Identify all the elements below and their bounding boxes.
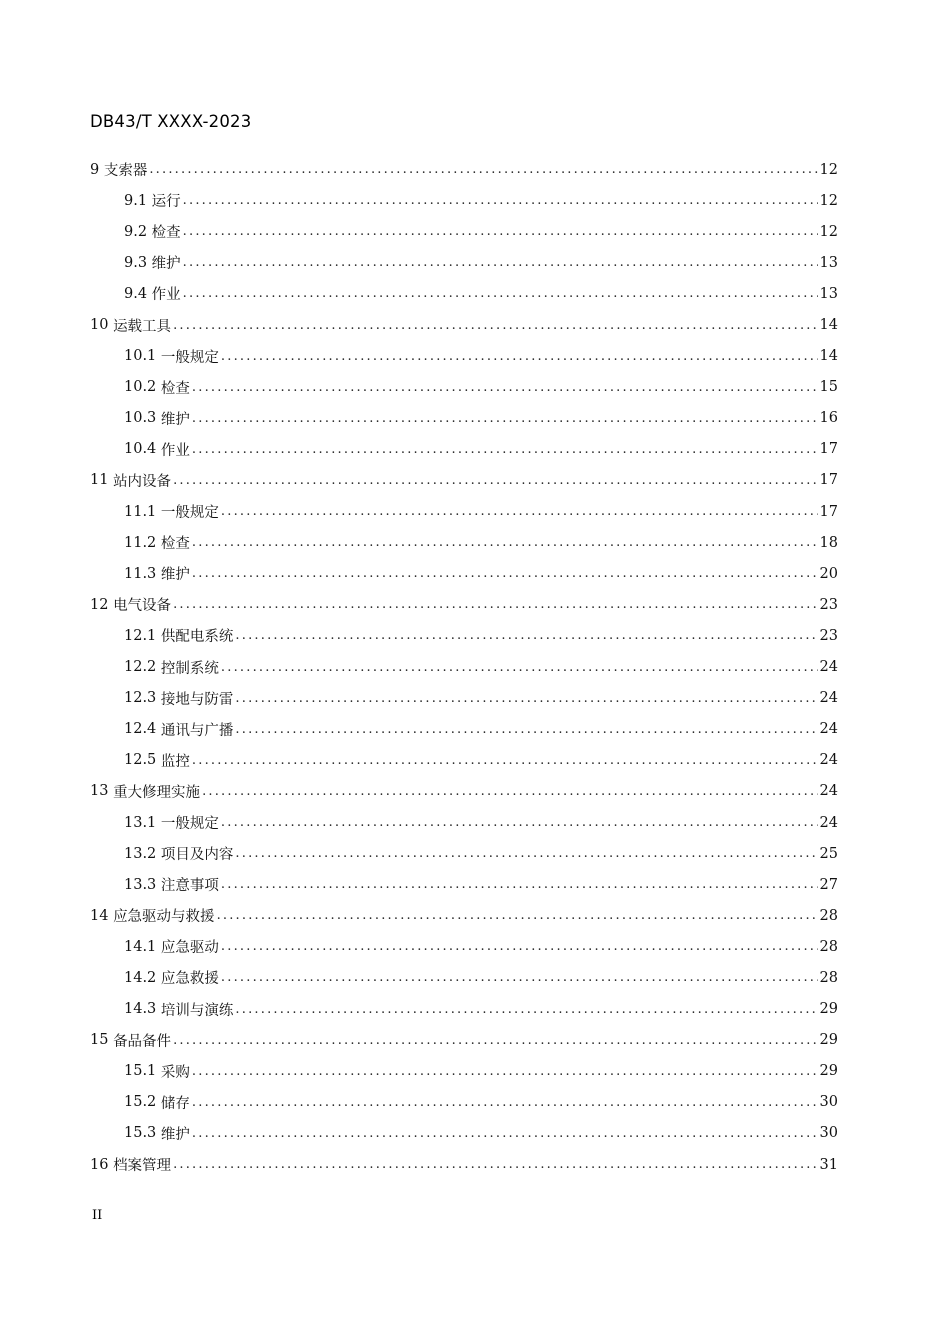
toc-entry-number: 14.2	[124, 969, 157, 986]
toc-dot-leader	[173, 473, 817, 488]
toc-entry-page: 29	[819, 1001, 838, 1018]
toc-entry[interactable]	[90, 1149, 838, 1180]
toc-dot-leader	[183, 193, 818, 208]
toc-entry-page: 30	[819, 1094, 838, 1111]
toc-dot-leader	[221, 815, 818, 830]
toc-entry-number: 12.5	[124, 752, 157, 769]
toc-entry[interactable]	[90, 900, 838, 931]
toc-entry-title: 储存	[160, 1095, 190, 1112]
toc-entry[interactable]	[90, 185, 838, 216]
toc-dot-leader	[221, 877, 818, 892]
toc-dot-leader	[192, 753, 818, 768]
toc-dot-leader	[221, 349, 818, 364]
toc-entry[interactable]	[90, 1087, 838, 1118]
toc-entry-number: 10	[90, 317, 109, 334]
toc-entry-title: 作业	[151, 287, 181, 304]
toc-entry-title: 维护	[160, 1126, 190, 1143]
toc-entry[interactable]	[90, 994, 838, 1025]
toc-dot-leader	[221, 660, 818, 675]
toc-entry-title: 备品备件	[113, 1033, 172, 1050]
toc-dot-leader	[192, 380, 818, 395]
toc-entry-number: 10.1	[124, 348, 157, 365]
toc-entry-title: 一般规定	[160, 505, 219, 522]
toc-entry[interactable]	[90, 776, 838, 807]
toc-entry-page: 24	[819, 783, 838, 800]
toc-entry-page: 17	[819, 503, 838, 520]
toc-entry-title: 一般规定	[160, 816, 219, 833]
toc-entry-number: 13.1	[124, 814, 157, 831]
toc-entry-number: 14.3	[124, 1001, 157, 1018]
toc-entry-number: 15.3	[124, 1125, 157, 1142]
toc-dot-leader	[192, 411, 818, 426]
toc-entry-title: 维护	[160, 567, 190, 584]
table-of-contents	[90, 154, 838, 1180]
toc-entry-title: 站内设备	[113, 473, 172, 490]
toc-entry-page: 30	[819, 1125, 838, 1142]
toc-entry-number: 12.3	[124, 690, 157, 707]
toc-entry-title: 应急驱动	[160, 940, 219, 957]
toc-entry[interactable]	[90, 154, 838, 185]
page-number: II	[92, 1208, 103, 1223]
toc-dot-leader	[192, 442, 818, 457]
toc-entry[interactable]	[90, 403, 838, 434]
toc-entry-number: 14.1	[124, 938, 157, 955]
toc-entry-title: 检查	[151, 225, 181, 242]
toc-entry[interactable]	[90, 838, 838, 869]
toc-entry[interactable]	[90, 745, 838, 776]
toc-entry-page: 18	[819, 534, 838, 551]
toc-entry-number: 9.3	[124, 254, 148, 271]
toc-entry-number: 11.2	[124, 534, 157, 551]
toc-dot-leader	[235, 722, 817, 737]
toc-dot-leader	[235, 1002, 817, 1017]
toc-dot-leader	[173, 597, 817, 612]
toc-dot-leader	[235, 846, 817, 861]
toc-entry-page: 24	[819, 721, 838, 738]
toc-entry-page: 24	[819, 690, 838, 707]
toc-entry-title: 供配电系统	[160, 629, 234, 646]
toc-entry-page: 14	[819, 348, 838, 365]
toc-entry-page: 15	[819, 379, 838, 396]
toc-entry[interactable]	[90, 714, 838, 745]
toc-dot-leader	[202, 784, 817, 799]
toc-entry-page: 13	[819, 254, 838, 271]
toc-entry-title: 支索器	[103, 163, 148, 180]
toc-entry-title: 应急驱动与救援	[113, 909, 215, 926]
toc-entry[interactable]	[90, 931, 838, 962]
toc-entry[interactable]	[90, 216, 838, 247]
toc-entry[interactable]	[90, 589, 838, 620]
toc-entry-page: 31	[819, 1156, 838, 1173]
toc-entry-title: 检查	[160, 536, 190, 553]
toc-entry-title: 应急救援	[160, 971, 219, 988]
toc-entry-title: 一般规定	[160, 349, 219, 366]
toc-entry-number: 9.2	[124, 223, 148, 240]
toc-dot-leader	[192, 1126, 818, 1141]
toc-entry-page: 12	[819, 161, 838, 178]
toc-entry-page: 29	[819, 1032, 838, 1049]
toc-dot-leader	[192, 535, 818, 550]
toc-dot-leader	[192, 1064, 818, 1079]
toc-entry-number: 15.2	[124, 1094, 157, 1111]
toc-entry[interactable]	[90, 434, 838, 465]
toc-entry-page: 29	[819, 1063, 838, 1080]
toc-entry[interactable]	[90, 465, 838, 496]
toc-entry-page: 27	[819, 876, 838, 893]
toc-dot-leader	[149, 162, 817, 177]
toc-entry[interactable]	[90, 1025, 838, 1056]
toc-entry-number: 16	[90, 1156, 109, 1173]
toc-entry-number: 10.2	[124, 379, 157, 396]
toc-entry-page: 13	[819, 285, 838, 302]
toc-entry[interactable]	[90, 869, 838, 900]
toc-dot-leader	[221, 970, 818, 985]
toc-entry-page: 16	[819, 410, 838, 427]
toc-entry[interactable]	[90, 278, 838, 309]
toc-dot-leader	[235, 628, 817, 643]
toc-entry-page: 24	[819, 814, 838, 831]
toc-entry[interactable]	[90, 527, 838, 558]
toc-entry-title: 重大修理实施	[113, 784, 201, 801]
toc-dot-leader	[221, 504, 818, 519]
toc-entry-number: 11	[90, 472, 109, 489]
toc-entry[interactable]	[90, 652, 838, 683]
toc-entry-page: 14	[819, 317, 838, 334]
toc-entry-number: 9.1	[124, 192, 148, 209]
toc-entry[interactable]	[90, 372, 838, 403]
toc-entry-number: 10.4	[124, 441, 157, 458]
toc-dot-leader	[192, 1095, 818, 1110]
toc-entry[interactable]	[90, 1056, 838, 1087]
toc-entry-number: 12.1	[124, 627, 157, 644]
toc-entry-number: 9	[90, 161, 100, 178]
toc-entry-page: 25	[819, 845, 838, 862]
toc-entry-number: 9.4	[124, 285, 148, 302]
toc-entry-page: 24	[819, 752, 838, 769]
toc-dot-leader	[217, 908, 818, 923]
toc-entry-page: 12	[819, 192, 838, 209]
toc-dot-leader	[235, 691, 817, 706]
toc-dot-leader	[221, 939, 818, 954]
toc-entry[interactable]	[90, 558, 838, 589]
toc-entry-title: 通讯与广播	[160, 722, 234, 739]
toc-entry-title: 培训与演练	[160, 1002, 234, 1019]
toc-entry-page: 20	[819, 565, 838, 582]
toc-entry-title: 维护	[151, 256, 181, 273]
toc-entry-number: 12.4	[124, 721, 157, 738]
toc-entry-title: 采购	[160, 1064, 190, 1081]
toc-entry-number: 12	[90, 596, 109, 613]
toc-entry[interactable]	[90, 309, 838, 340]
toc-dot-leader	[183, 224, 818, 239]
toc-entry[interactable]	[90, 620, 838, 651]
toc-entry-page: 17	[819, 441, 838, 458]
toc-entry[interactable]	[90, 496, 838, 527]
toc-entry-page: 24	[819, 659, 838, 676]
toc-entry-title: 项目及内容	[160, 847, 234, 864]
toc-entry-title: 监控	[160, 753, 190, 770]
toc-entry-page: 12	[819, 223, 838, 240]
toc-dot-leader	[183, 286, 818, 301]
toc-entry[interactable]	[90, 1118, 838, 1149]
toc-entry-title: 维护	[160, 411, 190, 428]
toc-entry-number: 10.3	[124, 410, 157, 427]
toc-entry-page: 28	[819, 969, 838, 986]
toc-entry-page: 28	[819, 938, 838, 955]
toc-entry-number: 15	[90, 1032, 109, 1049]
toc-entry-title: 接地与防雷	[160, 691, 234, 708]
toc-entry-title: 作业	[160, 442, 190, 459]
toc-entry-number: 15.1	[124, 1063, 157, 1080]
toc-entry-number: 14	[90, 907, 109, 924]
toc-entry[interactable]	[90, 341, 838, 372]
toc-entry-title: 控制系统	[160, 660, 219, 677]
toc-dot-leader	[192, 566, 818, 581]
toc-entry[interactable]	[90, 247, 838, 278]
toc-dot-leader	[173, 1033, 817, 1048]
toc-entry-page: 28	[819, 907, 838, 924]
toc-entry-number: 13	[90, 783, 109, 800]
toc-entry[interactable]	[90, 962, 838, 993]
toc-entry-title: 运行	[151, 194, 181, 211]
toc-entry-title: 电气设备	[113, 598, 172, 615]
toc-entry-number: 12.2	[124, 659, 157, 676]
toc-dot-leader	[173, 318, 817, 333]
toc-entry-number: 11.1	[124, 503, 157, 520]
toc-entry-number: 13.3	[124, 876, 157, 893]
document-id: DB43/T XXXX-2023	[90, 112, 252, 131]
toc-entry-number: 13.2	[124, 845, 157, 862]
toc-entry[interactable]	[90, 807, 838, 838]
toc-entry-number: 11.3	[124, 565, 157, 582]
toc-entry-title: 运载工具	[113, 318, 172, 335]
toc-entry-page: 23	[819, 596, 838, 613]
toc-dot-leader	[173, 1157, 817, 1172]
toc-dot-leader	[183, 255, 818, 270]
toc-entry-title: 检查	[160, 380, 190, 397]
toc-entry-page: 17	[819, 472, 838, 489]
toc-entry[interactable]	[90, 683, 838, 714]
toc-entry-title: 档案管理	[113, 1158, 172, 1175]
toc-entry-page: 23	[819, 627, 838, 644]
toc-entry-title: 注意事项	[160, 878, 219, 895]
